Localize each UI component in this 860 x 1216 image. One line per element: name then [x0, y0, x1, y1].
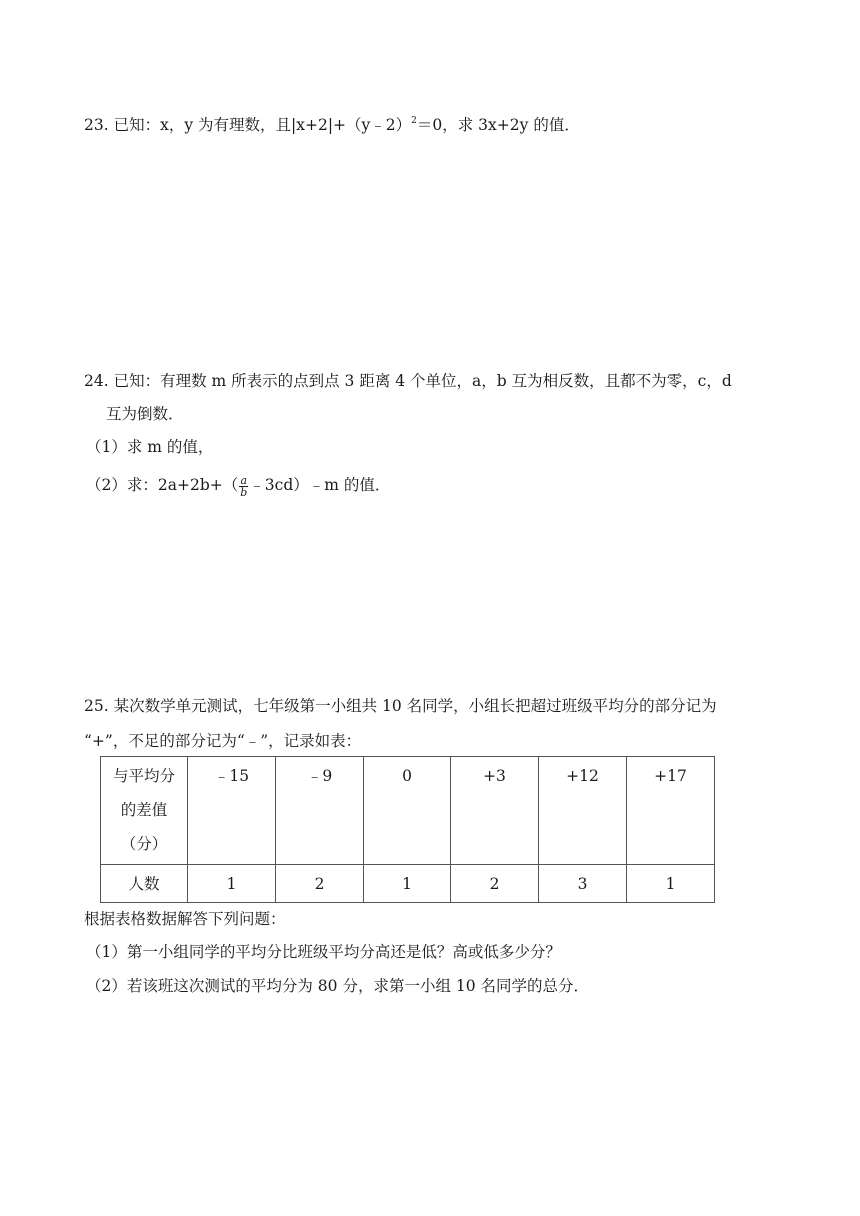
- score-difference-table: [100, 756, 715, 903]
- table-cell: 1: [188, 865, 276, 903]
- q24-line-1: 24. 已知：有理数 m 所表示的点到点 3 距离 4 个单位，a，b 互为相反数，且都不为零，c，d: [84, 372, 732, 390]
- table-cell: ﹣15: [188, 757, 276, 865]
- q23-text-end: ＝0，求 3x+2y 的值．: [416, 116, 580, 134]
- table-cell: 3: [539, 865, 627, 903]
- table-cell: 2: [451, 865, 539, 903]
- header-text-line: 与平均分: [112, 767, 175, 785]
- row-header-difference: [101, 757, 188, 865]
- fraction-a-over-b: [239, 475, 248, 498]
- table-cell: +17: [627, 757, 715, 865]
- q24-part-2: [86, 474, 390, 498]
- row-header-count: 人数: [101, 865, 188, 903]
- q24-part-2-text-end: ﹣3cd）﹣m 的值．: [249, 476, 391, 494]
- q24-part-1: （1）求 m 的值，: [86, 438, 214, 456]
- header-text-line: 的差值: [120, 801, 168, 819]
- q25-part-1: （1）第一小组同学的平均分比班级平均分高还是低？高或低多少分？: [86, 943, 561, 961]
- q23-text: 23. 已知：x，y 为有理数，且|x+2|+（y﹣2）: [84, 116, 412, 134]
- q25-line-2: “+”，不足的部分记为“﹣”，记录如表：: [84, 732, 362, 750]
- fraction-numerator: a: [240, 473, 248, 487]
- q23-exponent: 2: [411, 116, 417, 126]
- table-cell: 0: [364, 757, 451, 865]
- table-row-counts: [101, 865, 715, 903]
- table-cell: 2: [276, 865, 364, 903]
- q24-part-2-text: （2）求：2a+2b+（: [86, 476, 239, 494]
- q24-line-2: 互为倒数．: [106, 405, 184, 423]
- table-cell: +3: [451, 757, 539, 865]
- table-cell: 1: [364, 865, 451, 903]
- q25-line-1: 25. 某次数学单元测试，七年级第一小组共 10 名同学，小组长把超过班级平均分的部分记为: [84, 697, 717, 715]
- q25-part-2: （2）若该班这次测试的平均分为 80 分，求第一小组 10 名同学的总分．: [86, 977, 590, 995]
- q25-after-table: 根据表格数据解答下列问题：: [84, 910, 286, 928]
- question-23: [84, 110, 580, 136]
- fraction-denominator: b: [240, 485, 248, 499]
- table-cell: +12: [539, 757, 627, 865]
- table-row-differences: [101, 757, 715, 865]
- table-cell: ﹣9: [276, 757, 364, 865]
- table-cell: 1: [627, 865, 715, 903]
- header-text-line: （分）: [120, 835, 168, 853]
